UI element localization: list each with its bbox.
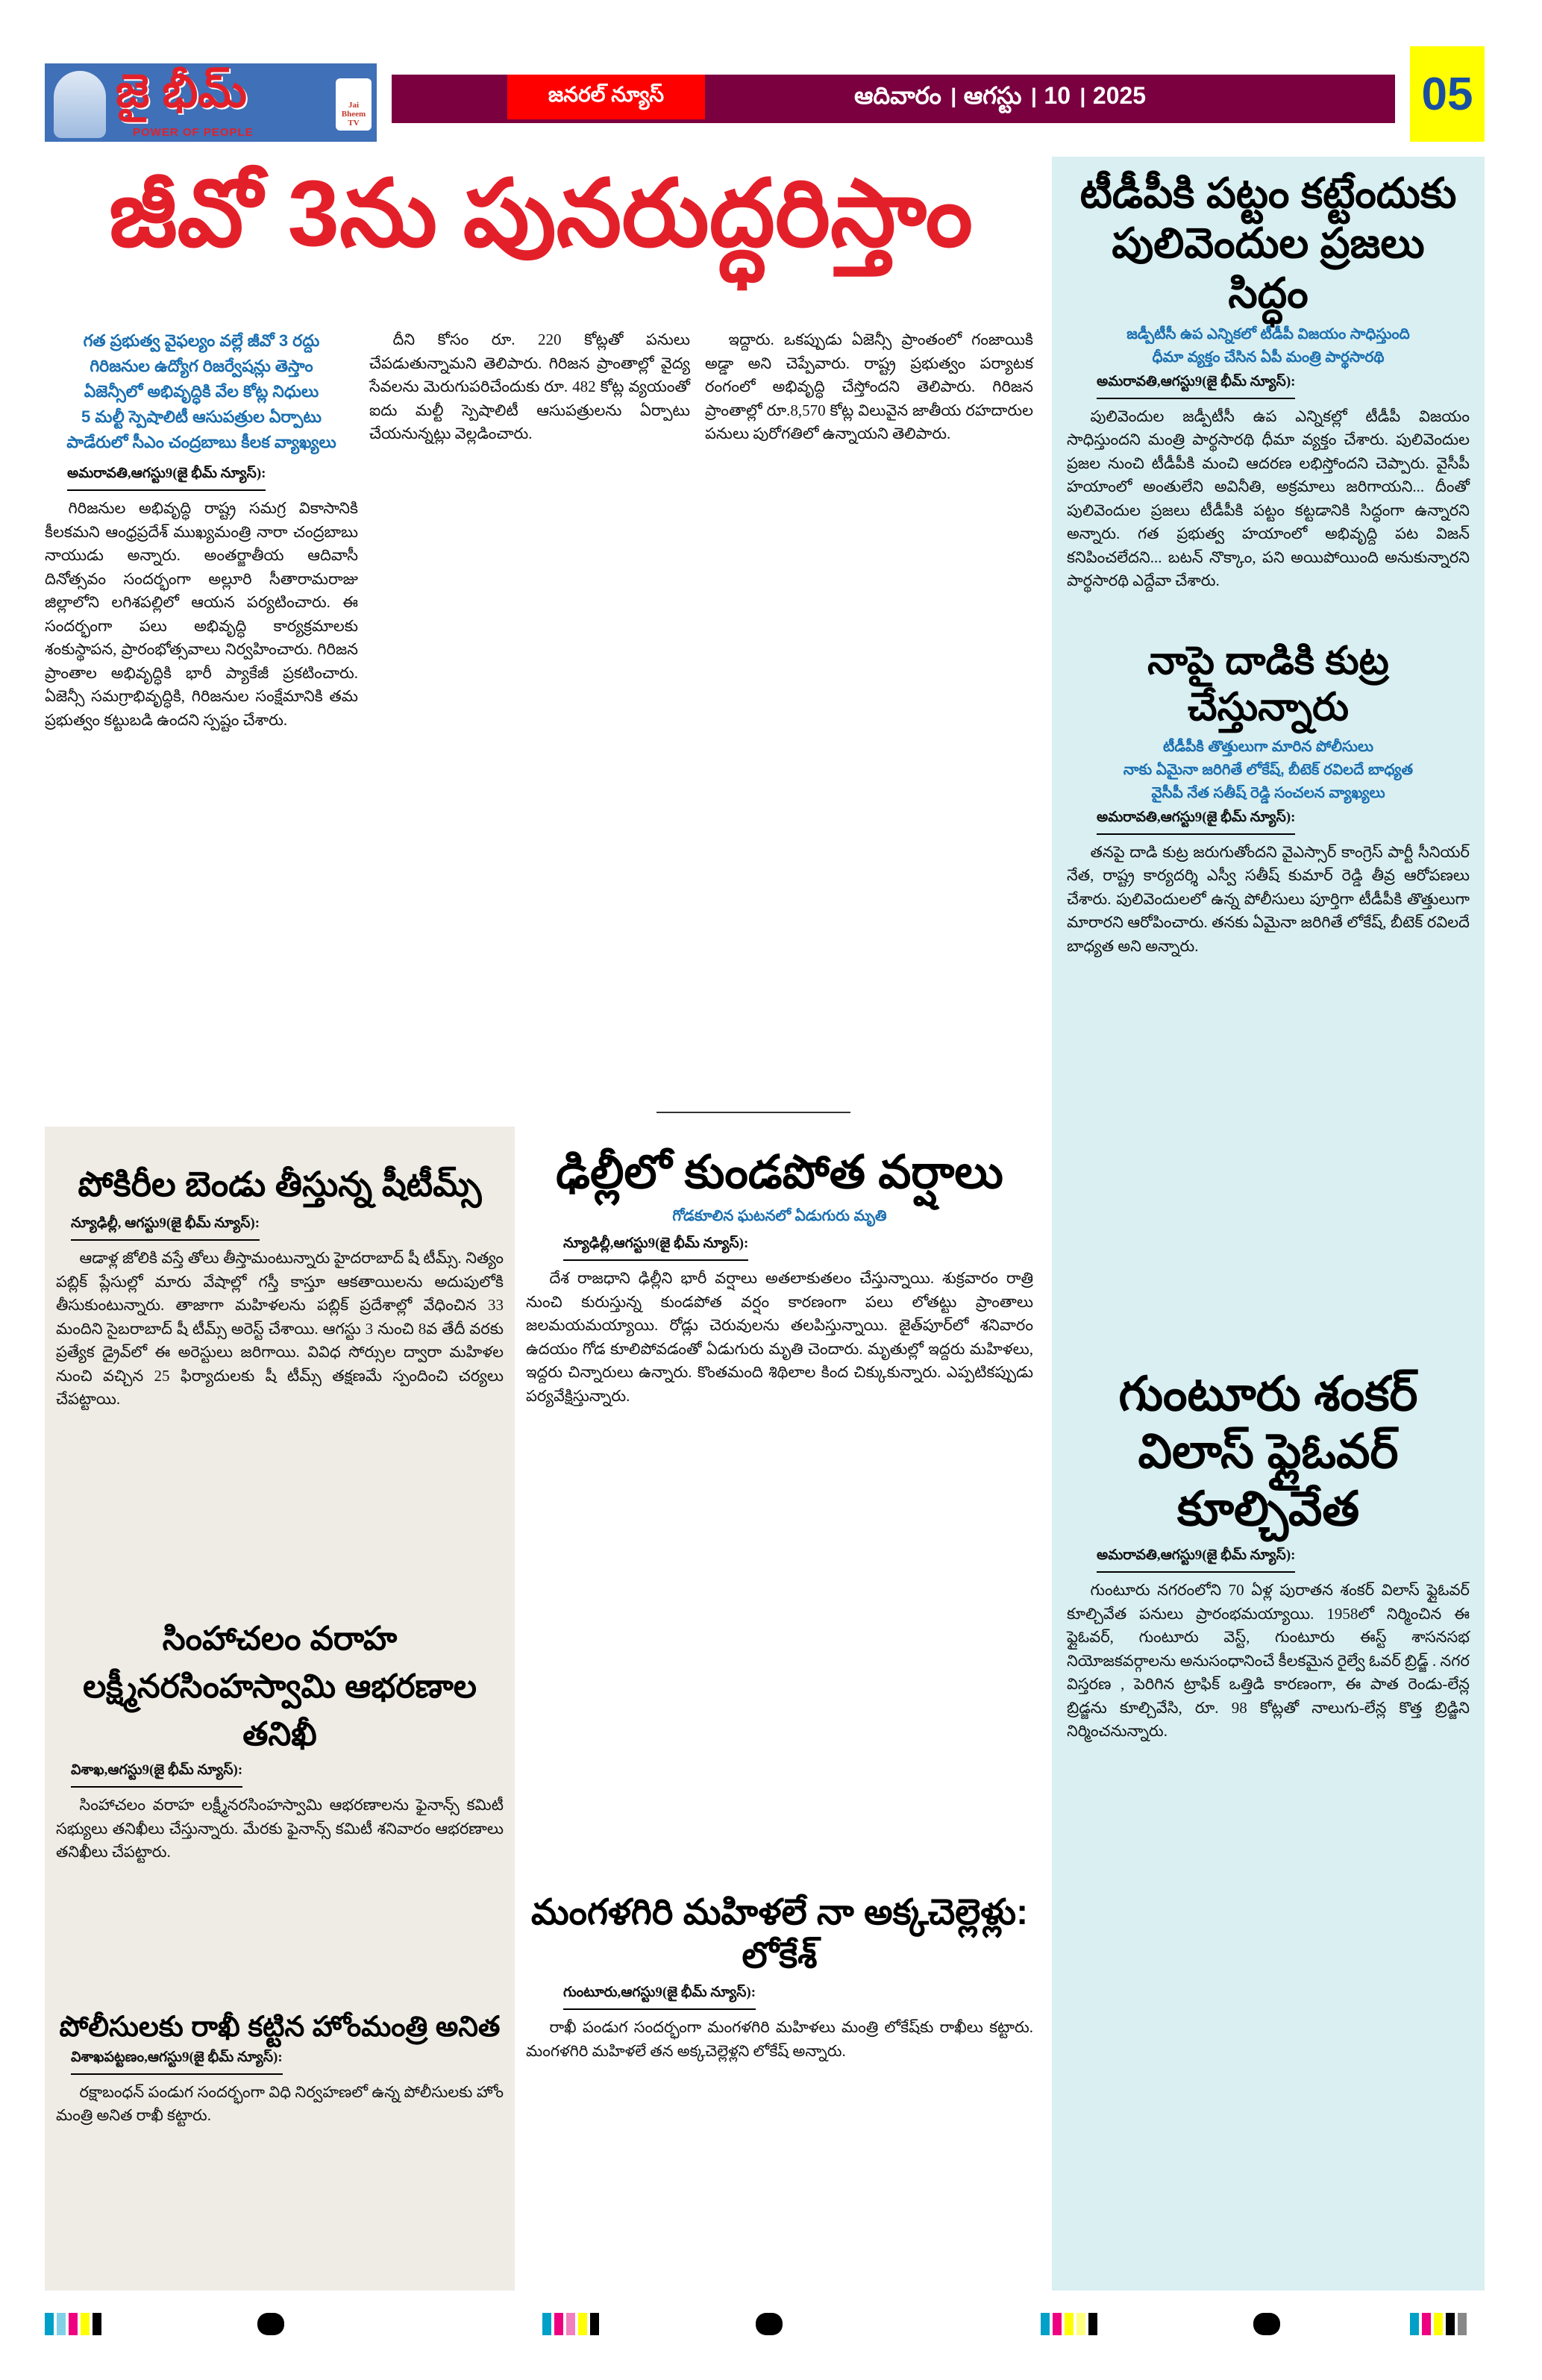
header-band xyxy=(392,75,1395,123)
story-body: గుంటూరు నగరంలోని 70 ఏళ్ల పురాతన శంకర్ విలాస్ ఫ్లైఓవర్ కూల్చివేత పనులు ప్రారంభమయ్యాయి. 1958లో నిర్మించిన ఈ ఫ్లైఓవర్, గుంటూరు వెస్ట్, గుంటూరు ఈస్ట్ శాసనసభ నియోజకవర్గాలను అనుసంధానించే కీలకమైన రైల్వే ఓవర్ బ్రిడ్జ్ . నగర విస్తరణ , పెరిగిన ట్రాఫిక్ ఒత్తిడి కారణంగా, ఈ పాత రెండు-లేన్ల బ్రిడ్జను కూల్చివేసి, రూ. 98 కోట్లతో నాలుగు-లేన్ల కొత్త బ్రిడ్జిని నిర్మించనున్నారు. xyxy=(1067,1581,1470,1741)
story-divider xyxy=(656,1112,850,1113)
registration-dot xyxy=(756,2313,783,2335)
masthead-title: జై భీమ్ xyxy=(116,66,247,117)
story-body: సింహాచలం వరాహ లక్ష్మీనరసింహస్వామి ఆభరణాలను ఫైనాన్స్ కమిటీ సభ్యులు తనిఖీలు చేస్తున్నారు. మేరకు ఫైనాన్స్ కమిటీ శనివారం ఆభరణాలు తనిఖీలు చేపట్టారు. xyxy=(56,1796,504,1861)
story-subhead: నాకు ఏమైనా జరిగితే లోకేష్, బీటెక్ రవిలదే బాధ్యత xyxy=(1123,761,1414,778)
section-label: జనరల్ న్యూస్ xyxy=(507,75,705,119)
story-dateline: విశాఖపట్టణం,ఆగస్టు9(జై భీమ్ న్యూస్): xyxy=(71,2049,283,2075)
lead-body: ఇద్దారు. ఒకప్పుడు ఏజెన్సీ ప్రాంతంలో గంజాయికి అడ్డా అని చెప్పేవారు. రాష్ట్ర ప్రభుత్వం పర్యాటక రంగంలో అభివృద్ధి చేస్తోందని తెలిపారు. గిరిజన ప్రాంతాల్లో రూ.8,570 కోట్ల విలువైన జాతీయ రహదారుల పనులు పురోగతిలో ఉన్నాయని తెలిపారు. xyxy=(705,331,1033,442)
ambedkar-portrait xyxy=(54,71,106,138)
lead-headline: జీవో 3ను పునరుద్ధరిస్తాం xyxy=(109,162,973,266)
story-headline: నాపై దాడికి కుట్ర చేస్తున్నారు xyxy=(1147,639,1389,730)
issue-date: ఆదివారం । ఆగస్టు । 10 । 2025 xyxy=(854,82,1147,109)
story-dateline: అమరావతి,ఆగస్టు9(జై భీమ్ న్యూస్): xyxy=(1097,1547,1295,1573)
story-subhead: టీడీపీకి తొత్తులుగా మారిన పోలీసులు xyxy=(1162,738,1374,755)
story-subhead: వైసీపీ నేత సతీష్ రెడ్డి సంచలన వ్యాఖ్యలు xyxy=(1151,784,1385,801)
story-she-teams xyxy=(56,1164,504,1416)
story-pulivendula xyxy=(1067,168,1470,598)
story-delhi-rains xyxy=(526,1145,1033,1412)
story-anitha-rakhi xyxy=(56,2011,504,2132)
lead-body: గిరిజనుల అభివృద్ధి రాష్ట్ర సమగ్ర వికాసానికి కీలకమని ఆంధ్రప్రదేశ్ ముఖ్యమంత్రి నారా చంద్రబాబు నాయుడు అన్నారు. అంతర్జాతీయ ఆదివాసీ దినోత్సవం సందర్భంగా అల్లూరి సీతారామరాజు జిల్లాలోని లగిశపల్లిలో ఆయన పర్యటించారు. ఈ సందర్భంగా పలు అభివృద్ధి కార్యక్రమాలకు శంకుస్థాపన, ప్రారంభోత్సవాలు నిర్వహించారు. గిరిజన ప్రాంతాల అభివృద్ధికి భారీ ప్యాకేజీ ప్రకటించారు. ఏజెన్సీ సమగ్రాభివృద్ధికి, గిరిజనుల సంక్షేమానికి తమ ప్రభుత్వం కట్టుబడి ఉందని స్పష్టం చేశారు. xyxy=(45,499,358,729)
story-dateline: న్యూఢిల్లీ,ఆగస్టు9(జై భీమ్ న్యూస్): xyxy=(563,1236,748,1261)
lead-body: దీని కోసం రూ. 220 కోట్లతో పనులు చేపడుతున్నామని తెలిపారు. గిరిజన ప్రాంతాల్లో వైద్య సేవలను మెరుగుపరిచేందుకు రూ. 482 కోట్ల వ్యయంతో ఐదు మల్టీ స్పెషాలిటీ ఆసుపత్రులను ఏర్పాటు చేయనున్నట్లు వెల్లడించారు. xyxy=(369,331,690,442)
story-subhead: గోడకూలిన ఘటనలో ఏడుగురు మృతి xyxy=(672,1208,887,1225)
story-subhead: ధీమా వ్యక్తం చేసిన ఏపీ మంత్రి పార్థసారథి xyxy=(1152,348,1385,366)
color-registration-marks xyxy=(45,2313,101,2335)
channel-logo: Jai Bheem TV xyxy=(336,78,372,131)
lead-column-2 xyxy=(369,328,690,451)
story-simhachalam xyxy=(56,1615,504,1869)
story-headline: మంగళగిరి మహిళలే నా అక్కచెల్లెళ్లు: లోకేశ్ xyxy=(530,1893,1029,1976)
lead-subheads xyxy=(45,328,358,736)
story-body: రక్షాబంధన్ పండుగ సందర్భంగా విధి నిర్వహణలో ఉన్న పోలీసులకు హోం మంత్రి అనిత రాఖీ కట్టారు. xyxy=(56,2082,504,2125)
story-guntur-flyover xyxy=(1067,1365,1470,1748)
lead-subhead: ఏజెన్సీలో అభివృద్ధికి వేల కోట్ల నిధులు xyxy=(84,382,319,401)
masthead-logo xyxy=(45,63,377,142)
registration-dot xyxy=(257,2313,284,2335)
masthead-tagline: POWER OF PEOPLE xyxy=(133,126,254,139)
story-subhead: జడ్పీటీసీ ఉప ఎన్నికలో టీడీపీ విజయం సాధిస్తుంది xyxy=(1126,325,1410,342)
story-headline: సింహాచలం వరాహ లక్ష్మీనరసింహస్వామి ఆభరణాల తనిఖీ xyxy=(83,1620,477,1753)
page-number: 05 xyxy=(1410,46,1485,142)
story-body: తనపై దాడి కుట్ర జరుగుతోందని వైఎస్సార్ కాంగ్రెస్ పార్టీ సీనియర్ నేత, రాష్ట్ర కార్యదర్శి ఎస్వీ సతీష్ కుమార్ రెడ్డి తీవ్ర ఆరోపణలు చేశారు. పులివెందులలో ఉన్న పోలీసులు పూర్తిగా టీడీపీకి తొత్తులుగా మారారని ఆరోపించారు. తనకు ఏమైనా జరిగితే లోకేష్, బీటెక్ రవిలదే బాధ్యత అని అన్నారు. xyxy=(1067,842,1470,955)
lead-dateline: అమరావతి,ఆగస్టు9(జై భీమ్ న్యూస్): xyxy=(67,466,266,491)
lead-subhead: గత ప్రభుత్వ వైఫల్యం వల్లే జీవో 3 రద్దు xyxy=(83,331,320,350)
story-dateline: గుంటూరు,ఆగస్టు9(జై భీమ్ న్యూస్): xyxy=(563,1985,756,2010)
story-body: పులివెందుల జడ్పీటీసీ ఉప ఎన్నికల్లో టీడీపీ విజయం సాధిస్తుందని మంత్రి పార్థసారథి ధీమా వ్యక్తం చేశారు. పులివెందుల ప్రజల నుంచి టీడీపీకి మంచి ఆదరణ లభిస్తోందని చెప్పారు. వైసీపీ హయాంలో అంతులేని అవినీతి, అక్రమాలు జరిగాయని... దీంతో పులివెందుల ప్రజలు టీడీపీకి పట్టం కట్టడానికి సిద్ధంగా ఉన్నారని అన్నారు. గత ప్రభుత్వ హయాంలో అభివృద్ది పట విజన్ కనిపించలేదని... బటన్ నొక్కాం, పని అయిపోయింది అనుకున్నారని పార్థసారథి ఎద్దేవా చేశారు. xyxy=(1067,407,1470,590)
story-dateline: అమరావతి,ఆగస్టు9(జై భీమ్ న్యూస్): xyxy=(1097,809,1295,835)
color-registration-marks xyxy=(542,2313,599,2335)
story-dateline: న్యూఢిల్లీ, ఆగస్టు9(జై భీమ్ న్యూస్): xyxy=(71,1215,260,1241)
story-body: ఆడాళ్ల జోలికి వస్తే తోలు తీస్తామంటున్నారు హైదరాబాద్ షీ టీమ్స్. నిత్యం పబ్లిక్ ప్లేసుల్లో మారు వేషాల్లో గస్తీ కాస్తూ ఆకతాయిలను అదుపులోకి తీసుకుంటున్నారు. తాజాగా మహిళలను పబ్లిక్ ప్రదేశాల్లో వేధించిన 33 మందిని సైబరాబాద్ షీ టీమ్స్ అరెస్ట్ చేశాయి. ఆగస్టు 3 నుంచి 8వ తేదీ వరకు ప్రత్యేక డ్రైవ్‌లో ఈ అరెస్టులు జరిగాయి. వివిధ సోర్సుల ద్వారా మహిళల నుంచి వచ్చిన 25 ఫిర్యాదులకు షీ టీమ్స్ తక్షణమే స్పందించి చర్యలు చేపట్టాయి. xyxy=(56,1249,504,1409)
story-headline: పోకిరీల బెండు తీస్తున్న షీటీమ్స్ xyxy=(78,1165,482,1203)
story-body: దేశ రాజధాని ఢిల్లీని భారీ వర్షాలు అతలాకుతలం చేస్తున్నాయి. శుక్రవారం రాత్రి నుంచి కురుస్తున్న కుండపోత వర్షం కారణంగా పలు లోతట్టు ప్రాంతాలు జలమయమయ్యాయి. రోడ్లు చెరువులను తలపిస్తున్నాయి. జైత్‌పూర్‌లో శనివారం ఉదయం గోడ కూలిపోవడంతో ఏడుగురు మృతి చెందారు. మృతుల్లో ఇద్దరు మహిళలు, ఇద్దరు చిన్నారులు ఉన్నారు. కొంతమంది శిథిలాల కింద చిక్కుకున్నారు. ఎప్పటికప్పుడు పర్యవేక్షిస్తున్నారు. xyxy=(526,1269,1033,1405)
story-headline: పోలీసులకు రాఖీ కట్టిన హోంమంత్రి అనిత xyxy=(59,2011,501,2043)
lead-column-3 xyxy=(705,328,1033,451)
lead-subhead: గిరిజనుల ఉద్యోగ రిజర్వేషన్లు తెస్తాం xyxy=(90,357,313,376)
story-headline: గుంటూరు శంకర్ విలాస్ ఫ్లైఓవర్ కూల్చివేత xyxy=(1118,1367,1418,1535)
lead-subhead: పాడేరులో సీఎం చంద్రబాబు కీలక వ్యాఖ్యలు xyxy=(66,433,336,452)
story-satish-reddy xyxy=(1067,638,1470,962)
registration-dot xyxy=(1253,2313,1280,2335)
story-headline: ఢిల్లీలో కుండపోత వర్షాలు xyxy=(556,1147,1003,1198)
story-dateline: విశాఖ,ఆగస్టు9(జై భీమ్ న్యూస్): xyxy=(71,1762,242,1788)
story-lokesh-mangalagiri xyxy=(526,1891,1033,2067)
color-registration-marks xyxy=(1410,2313,1467,2335)
story-body: రాఖీ పండుగ సందర్భంగా మంగళగిరి మహిళలు మంత్రి లోకేష్‌కు రాఖీలు కట్టారు. మంగళగిరి మహిళలే తన అక్కచెల్లెళ్లని లోకేష్ అన్నారు. xyxy=(526,2018,1033,2060)
story-dateline: అమరావతి,ఆగస్టు9(జై భీమ్ న్యూస్): xyxy=(1097,374,1295,399)
lead-subhead: 5 మల్టీ స్పెషాలిటీ ఆసుపత్రుల ఏర్పాటు xyxy=(81,407,322,427)
story-headline: టీడీపీకి పట్టం కట్టేందుకు పులివెందుల ప్రజలు సిద్ధం xyxy=(1079,169,1457,317)
color-registration-marks xyxy=(1041,2313,1097,2335)
